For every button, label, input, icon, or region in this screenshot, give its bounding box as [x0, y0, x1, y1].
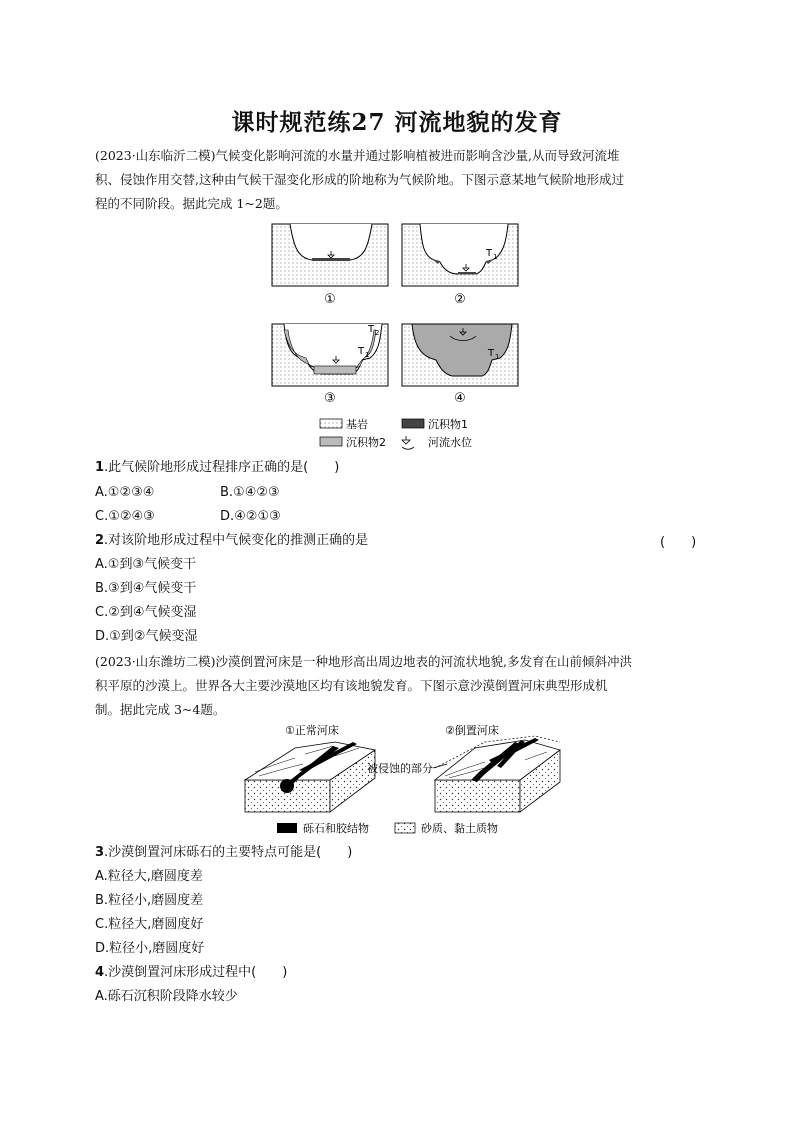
passage1-line1: (2023·山东临沂二模)气候变化影响河流的水量并通过影响植被进而影响含沙量,从而导致河流堆 — [95, 148, 620, 163]
t1-label-panel4: T — [488, 348, 495, 359]
figure1-legend — [320, 417, 472, 449]
q2-option-d: D.①到②气候变湿 — [95, 629, 198, 644]
q3-stem: .沙漠倒置河床砾石的主要特点可能是( ) — [104, 845, 353, 860]
t1-sub-panel3: 1 — [365, 351, 370, 359]
t1-sub-panel4: 1 — [495, 353, 500, 361]
panel-3 — [272, 324, 388, 386]
t1-sub-panel2: 1 — [493, 253, 498, 261]
q4-number: 4 — [95, 965, 105, 980]
figure2-legend — [277, 821, 498, 835]
passage2-line3: 制。据此完成 3~4题。 — [95, 702, 226, 717]
legend-sediment1: 沉积物1 — [428, 418, 468, 431]
t2-label: T — [368, 324, 375, 335]
panel-4-label: ④ — [454, 391, 466, 406]
panel-1-label: ① — [324, 292, 336, 307]
question-2 — [95, 531, 368, 551]
q2-option-b: B.③到④气候变干 — [95, 581, 197, 596]
t2-sub: 2 — [375, 329, 380, 337]
q2-option-c: C.②到④气候变湿 — [95, 605, 197, 620]
eroded-pointer — [433, 764, 447, 768]
normal-channel-label: ①正常河床 — [285, 724, 339, 737]
q1-option-d: D.④②①③ — [220, 509, 281, 524]
inverted-channel-label: ②倒置河床 — [445, 724, 499, 737]
question-4 — [95, 963, 287, 983]
passage2-line1: (2023·山东潍坊二模)沙漠倒置河床是一种地形高出周边地表的河流状地貌,多发育在山前倾斜冲洪 — [95, 654, 633, 669]
legend-sediment2: 沉积物2 — [346, 436, 386, 449]
eroded-part-label: 被侵蚀的部分 — [367, 762, 433, 775]
terrace-figure — [260, 218, 540, 454]
q1-option-c: C.①②④③ — [95, 509, 155, 524]
panel-2-label: ② — [454, 292, 466, 307]
q3-option-a: A.粒径大,磨圆度差 — [95, 869, 203, 884]
passage2-line2: 积平原的沙漠上。世界各大主要沙漠地区均有该地貌发育。下图示意沙漠倒置河床典型形成机 — [95, 678, 608, 693]
q3-option-d: D.粒径小,磨圆度好 — [95, 941, 205, 956]
inverted-channel-block — [435, 736, 560, 812]
q3-number: 3 — [95, 845, 105, 860]
q3-option-b: B.粒径小,磨圆度差 — [95, 893, 204, 908]
t1-label-panel2: T — [486, 248, 493, 259]
inverted-channel-figure — [235, 720, 565, 840]
q1-stem: .此气候阶地形成过程排序正确的是( ) — [104, 460, 340, 475]
t1-label-panel3: T — [358, 346, 365, 357]
q2-number: 2 — [95, 533, 105, 548]
panel-3-label: ③ — [324, 391, 336, 406]
legend-sand-clay: 砂质、黏土质物 — [421, 822, 498, 835]
passage1-line3: 程的不同阶段。据此完成 1~2题。 — [95, 196, 288, 211]
passage1-line2: 积、侵蚀作用交替,这种由气候干湿变化形成的阶地称为气候阶地。下图示意某地气候阶地形成过 — [95, 172, 624, 187]
question-1 — [95, 458, 339, 478]
panel-1 — [272, 224, 388, 286]
legend-water-level: 河流水位 — [428, 436, 472, 449]
question-3 — [95, 843, 352, 863]
water-level-icon — [402, 436, 414, 449]
q2-stem: .对该阶地形成过程中气候变化的推测正确的是 — [104, 533, 369, 548]
panel-2 — [402, 224, 518, 286]
q2-option-a: A.①到③气候变干 — [95, 557, 197, 572]
q1-option-b: B.①④②③ — [220, 485, 280, 500]
q1-number: 1 — [95, 460, 105, 475]
q3-option-c: C.粒径大,磨圆度好 — [95, 917, 204, 932]
q2-answer-paren: ( ) — [660, 535, 697, 550]
q1-option-a: A.①②③④ — [95, 485, 155, 500]
q4-option-a: A.砾石沉积阶段降水较少 — [95, 989, 238, 1004]
legend-bedrock: 基岩 — [346, 418, 368, 431]
panel-4 — [402, 324, 518, 386]
q4-stem: .沙漠倒置河床形成过程中( ) — [104, 965, 288, 980]
normal-channel-block — [245, 742, 375, 812]
page-title: 课时规范练27 河流地貌的发育 — [231, 109, 563, 136]
legend-gravel: 砾石和胶结物 — [303, 822, 369, 835]
